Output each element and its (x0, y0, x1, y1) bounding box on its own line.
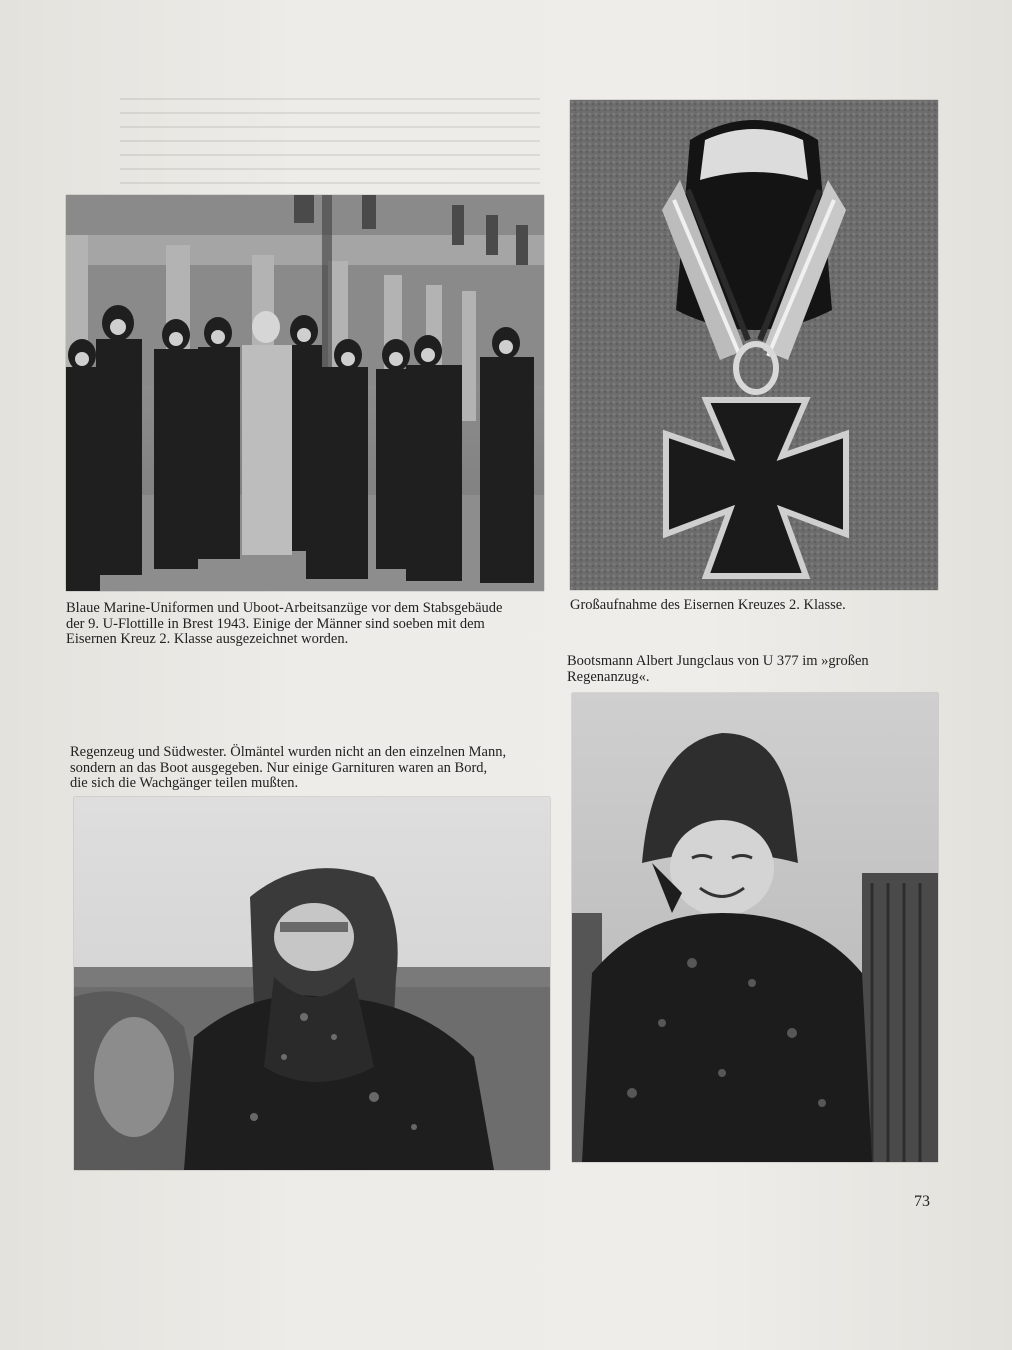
photo-sailor-rain-gear (74, 797, 550, 1170)
caption-line: Regenzeug und Südwester. Ölmäntel wurden nicht an den einzelnen Mann, (70, 744, 507, 760)
caption-bootsmann (567, 654, 937, 685)
caption-line: Regenanzug«. (567, 668, 650, 685)
caption-line: Großaufnahme des Eisernen Kreuzes 2. Klasse. (570, 597, 846, 613)
caption-line: die sich die Wachgänger teilen mußten. (70, 775, 299, 791)
photo-sailors-group (66, 195, 544, 591)
photo-iron-cross (570, 100, 938, 590)
photo-bootsmann-rain-gear (572, 693, 938, 1162)
caption-iron-cross (570, 598, 940, 614)
caption-line: der 9. U-Flottille in Brest 1943. Einige der Männer sind soeben mit dem (66, 615, 485, 632)
caption-line: Blaue Marine-Uniformen und Uboot-Arbeitsanzüge vor dem Stabsgebäude (66, 600, 503, 616)
caption-line: Bootsmann Albert Jungclaus von U 377 im »großen (567, 653, 869, 669)
caption-sailors-group (66, 601, 546, 648)
caption-rain-gear (70, 745, 550, 792)
caption-line: sondern an das Boot ausgegeben. Nur einige Garnituren waren an Bord, (70, 759, 488, 776)
bleed-through-text (120, 98, 540, 188)
caption-line: Eisernen Kreuz 2. Klasse ausgezeichnet worden. (66, 631, 349, 647)
page-number: 73 (914, 1193, 930, 1210)
